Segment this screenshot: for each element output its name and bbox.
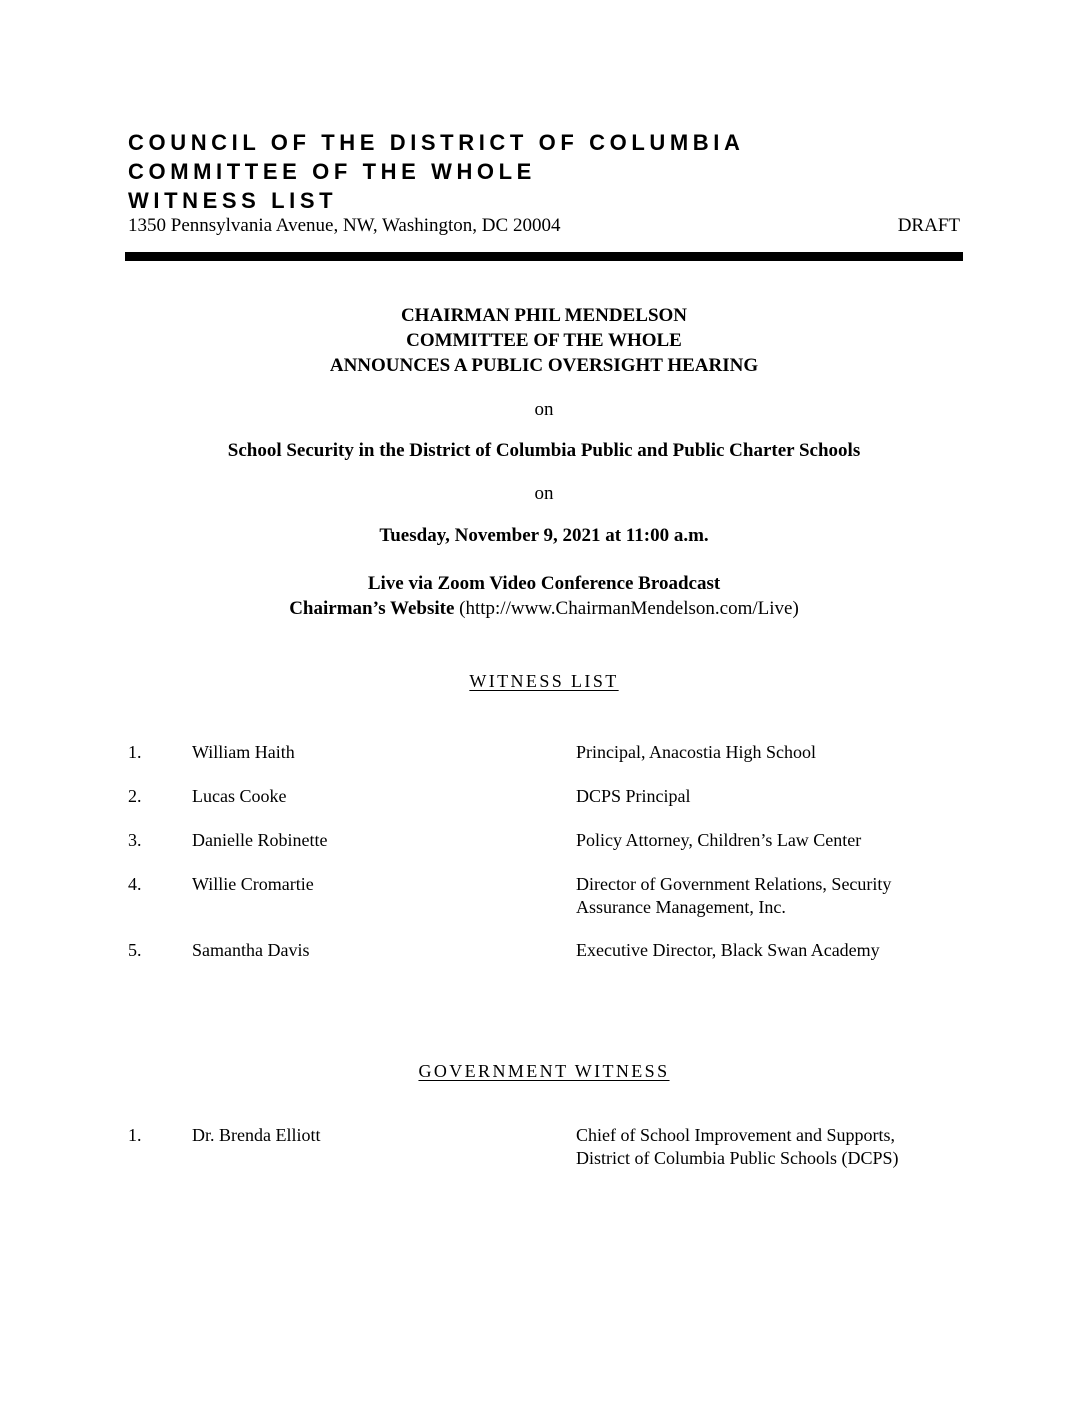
chairman-line: CHAIRMAN PHIL MENDELSON [400, 305, 688, 326]
committee-line: COMMITTEE OF THE WHOLE [406, 330, 682, 351]
witness-affiliation: Chief of School Improvement and Supports, District of Columbia Public Schools (DCPS) [576, 1125, 899, 1168]
document-type: WITNESS LIST [128, 188, 338, 213]
hearing-topic: School Security in the District of Columbia Public and Public Charter Schools [227, 440, 861, 461]
witness-affiliation: Principal, Anacostia High School [576, 742, 816, 762]
witness-number: 2. [128, 786, 142, 806]
hearing-datetime: Tuesday, November 9, 2021 at 11:00 a.m. [379, 525, 709, 546]
witness-affiliation: DCPS Principal [576, 786, 691, 806]
council-address: 1350 Pennsylvania Avenue, NW, Washington, DC 20004 [128, 215, 561, 236]
witness-number: 1. [128, 742, 142, 762]
witness-list-heading: WITNESS LIST [469, 671, 619, 691]
witness-number: 1. [128, 1125, 142, 1145]
witness-affiliation: Director of Government Relations, Security Assurance Management, Inc. [576, 874, 892, 917]
witness-number: 5. [128, 940, 142, 960]
witness-name: Samantha Davis [192, 940, 310, 960]
hearing-announcement: ANNOUNCES A PUBLIC OVERSIGHT HEARING [329, 355, 759, 376]
on-connector-2: on [534, 483, 554, 504]
witness-affiliation: Executive Director, Black Swan Academy [576, 940, 880, 960]
broadcast-info: Live via Zoom Video Conference Broadcast [367, 573, 721, 594]
on-connector-1: on [534, 399, 554, 420]
witness-name: Danielle Robinette [192, 830, 328, 850]
witness-name: Willie Cromartie [192, 874, 314, 894]
draft-label: DRAFT [897, 215, 960, 236]
witness-number: 4. [128, 874, 142, 894]
witness-name: Dr. Brenda Elliott [192, 1125, 321, 1145]
header-rule [125, 252, 963, 261]
government-witness-heading: GOVERNMENT WITNESS [418, 1061, 670, 1081]
committee-name: COMMITTEE OF THE WHOLE [128, 159, 536, 184]
website-label: Chairman’s Website [289, 598, 455, 619]
witness-name: Lucas Cooke [192, 786, 287, 806]
witness-number: 3. [128, 830, 142, 850]
witness-affiliation: Policy Attorney, Children’s Law Center [576, 830, 862, 850]
website-url: (http://www.ChairmanMendelson.com/Live) [459, 598, 799, 619]
website-line [0, 596, 1088, 621]
council-name: COUNCIL OF THE DISTRICT OF COLUMBIA [128, 130, 745, 155]
witness-name: William Haith [192, 742, 295, 762]
